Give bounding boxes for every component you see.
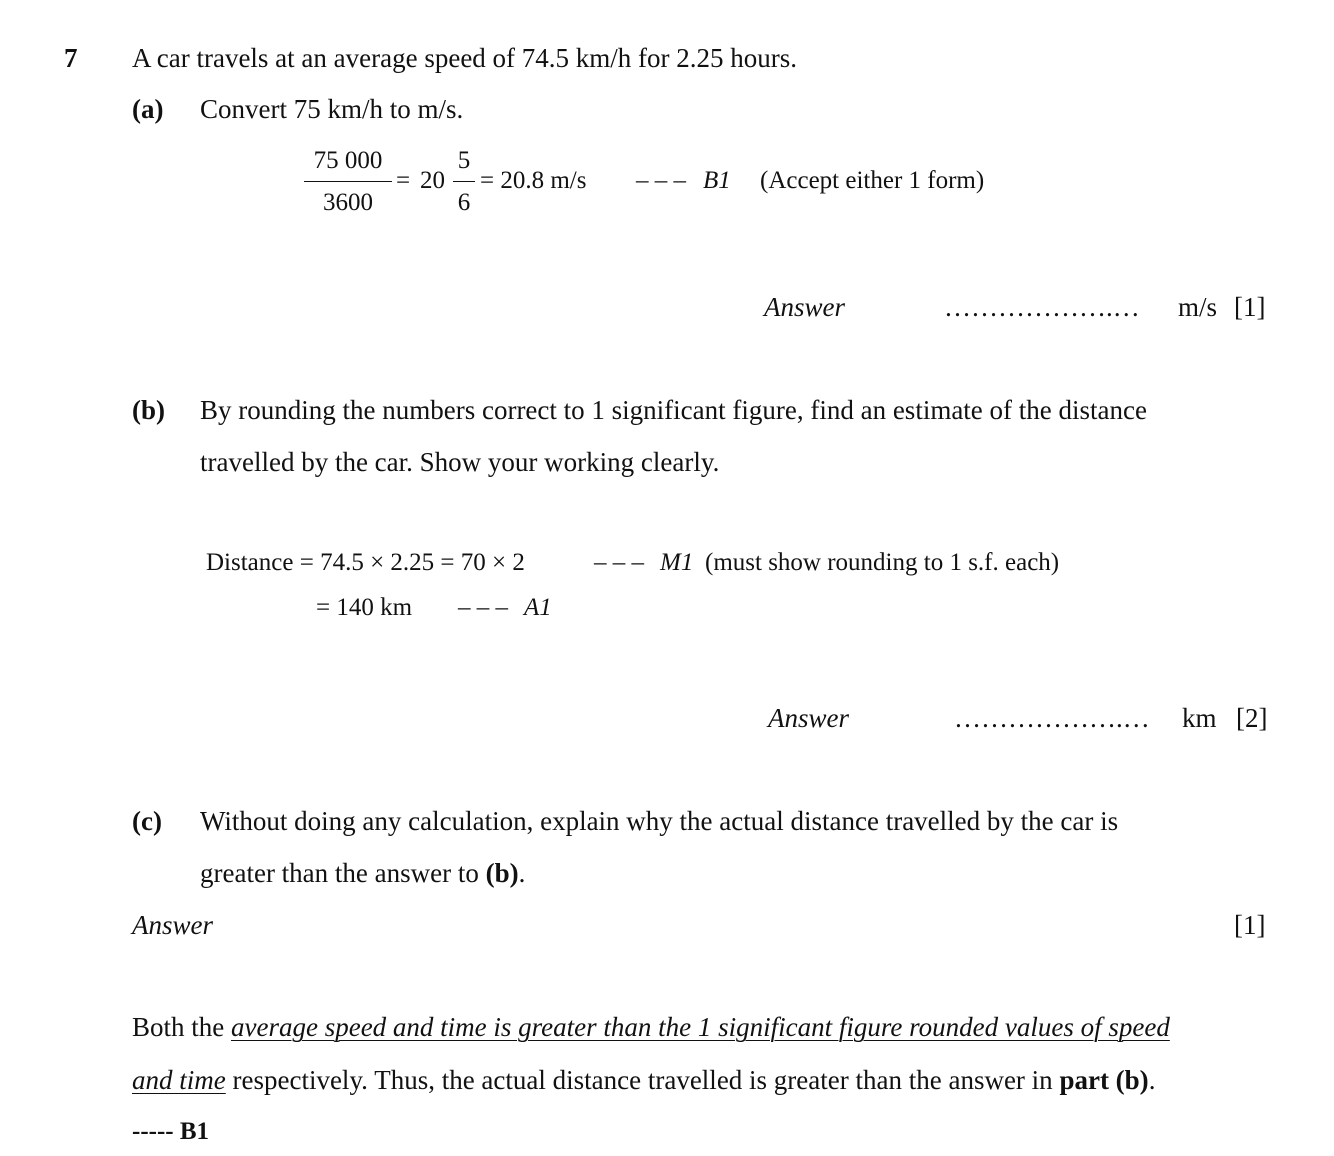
marking-note: (must show rounding to 1 s.f. each) (705, 549, 1060, 576)
solution-mark: ----- B1 (132, 1118, 210, 1145)
fraction-75000-over-3600 (304, 148, 392, 215)
mark-dashes: – – – (594, 549, 644, 576)
part-a-answer-unit: m/s (1178, 292, 1218, 322)
solution-line1: Both the average speed and time is greater than the 1 significant figure rounded values of speed (132, 1012, 1170, 1042)
mark-code: B1 (703, 167, 731, 194)
mark-dashes: – – – (636, 167, 686, 194)
mixed-whole-number: 20 (420, 167, 445, 194)
part-b-answer-line: ……………….… (954, 703, 1150, 733)
part-c-marks: [1] (1234, 910, 1266, 940)
part-a-prompt: Convert 75 km/h to m/s. (200, 94, 464, 124)
mark-code-m1: M1 (660, 549, 694, 576)
part-c-label: (c) (132, 806, 162, 836)
part-b-prompt-line1: By rounding the numbers correct to 1 significant figure, find an estimate of the distance (200, 395, 1147, 425)
fraction-numerator: 5 (457, 147, 471, 174)
mark-code-a1: A1 (524, 594, 552, 621)
result-value: = 20.8 m/s (480, 167, 587, 194)
part-b-working-line2: = 140 km (316, 594, 413, 621)
fraction-denominator: 3600 (323, 189, 373, 216)
part-c-answer-label: Answer (132, 910, 213, 940)
mark-dashes: – – – (458, 594, 508, 621)
part-b-answer-label: Answer (768, 703, 849, 733)
part-b-working-line1: Distance = 74.5 × 2.25 = 70 × 2 (206, 549, 525, 576)
part-c-prompt-line2: greater than the answer to (b). (200, 858, 526, 888)
part-b-marks: [2] (1236, 703, 1268, 733)
part-a-label: (a) (132, 94, 164, 124)
fraction-denominator: 6 (457, 189, 471, 216)
part-b-prompt-line2: travelled by the car. Show your working clearly. (200, 447, 720, 477)
part-b-answer-unit: km (1182, 703, 1217, 733)
fraction-numerator: 75 000 (313, 147, 383, 174)
marking-note: (Accept either 1 form) (760, 167, 985, 194)
question-number: 7 (64, 43, 78, 73)
part-a-marks: [1] (1234, 292, 1266, 322)
fraction-5-over-6 (453, 148, 475, 215)
part-a-answer-label: Answer (764, 292, 845, 322)
part-b-label: (b) (132, 395, 165, 425)
part-c-prompt-line1: Without doing any calculation, explain why the actual distance travelled by the car is (200, 806, 1119, 836)
solution-line2: and time respectively. Thus, the actual distance travelled is greater than the answer in part (b). (132, 1065, 1156, 1095)
part-a-answer-line: ……………….… (944, 292, 1140, 322)
question-stem: A car travels at an average speed of 74.5 km/h for 2.25 hours. (132, 43, 798, 73)
equals-sign: = (396, 167, 411, 194)
